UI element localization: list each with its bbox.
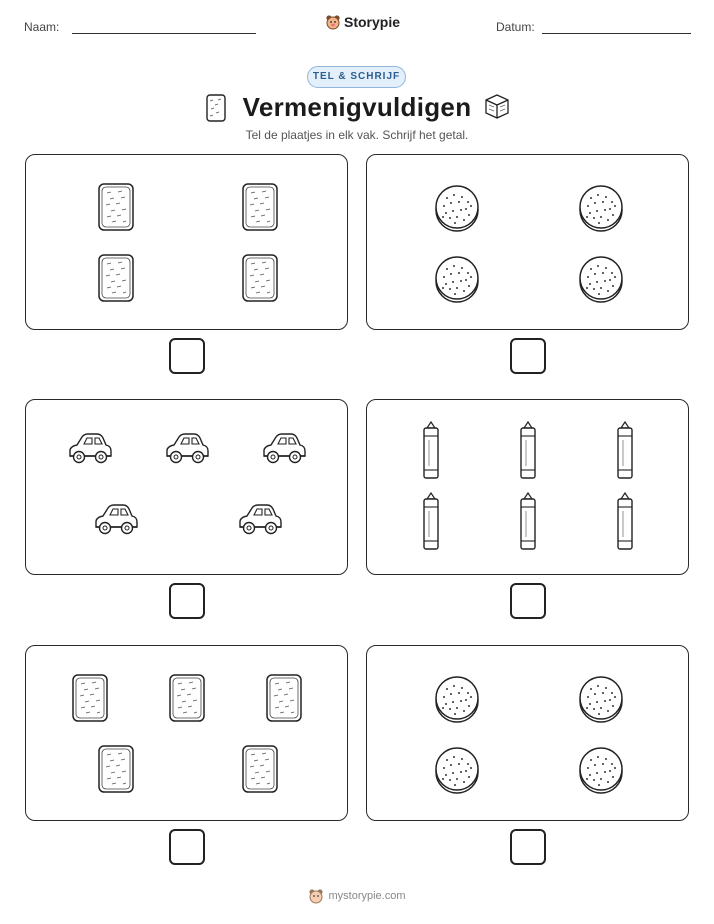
cookie-icon — [436, 748, 478, 793]
sponge-icon — [99, 184, 133, 230]
panel-illustration — [26, 400, 349, 576]
panel-illustration — [367, 400, 690, 576]
car-icon — [96, 505, 137, 534]
sponge-icon — [99, 746, 133, 792]
sponge-icon — [267, 675, 301, 721]
car-icon — [167, 434, 208, 463]
answer-box[interactable] — [169, 338, 205, 374]
crayon-icon — [618, 422, 632, 478]
car-icon — [70, 434, 111, 463]
cookie-icon — [580, 748, 622, 793]
cookie-icon — [436, 257, 478, 302]
footer-site: mystorypie.com — [328, 890, 406, 902]
cookie-icon — [580, 186, 622, 231]
sponge-icon — [243, 746, 277, 792]
cookie-icon — [436, 677, 478, 722]
sponge-icon — [243, 255, 277, 301]
box-icon — [482, 91, 512, 121]
sponge-icon — [170, 675, 204, 721]
sponge-icon — [73, 675, 107, 721]
instruction-text: Tel de plaatjes in elk vak. Schrijf het getal. — [245, 128, 469, 142]
brand-name: Storypie — [344, 14, 401, 30]
sponge-icon — [99, 255, 133, 301]
counting-panel — [25, 645, 348, 821]
answer-box[interactable] — [510, 829, 546, 865]
panel-illustration — [26, 646, 349, 822]
sponge-icon — [243, 184, 277, 230]
counting-panel — [366, 154, 689, 330]
panel-illustration — [367, 155, 690, 331]
cookie-icon — [580, 257, 622, 302]
name-label: Naam: — [24, 20, 60, 34]
crayon-icon — [521, 422, 535, 478]
cookie-icon — [436, 186, 478, 231]
date-label: Datum: — [496, 20, 535, 34]
car-icon — [264, 434, 305, 463]
page-title: Vermenigvuldigen — [242, 92, 472, 122]
category-badge: TEL & SCHRIJF — [307, 66, 406, 88]
crayon-icon — [521, 493, 535, 549]
counting-panel — [25, 399, 348, 575]
crayon-icon — [424, 422, 438, 478]
cookie-icon — [580, 677, 622, 722]
counting-panel — [366, 645, 689, 821]
counting-panel — [366, 399, 689, 575]
bear-icon — [325, 14, 341, 30]
crayon-icon — [424, 493, 438, 549]
name-field-line[interactable] — [72, 33, 256, 34]
bear-icon — [308, 888, 324, 904]
answer-box[interactable] — [510, 583, 546, 619]
car-icon — [240, 505, 281, 534]
panel-illustration — [26, 155, 349, 331]
counting-panel — [25, 154, 348, 330]
answer-box[interactable] — [510, 338, 546, 374]
footer — [0, 888, 714, 904]
answer-box[interactable] — [169, 583, 205, 619]
crayon-icon — [618, 493, 632, 549]
panel-illustration — [367, 646, 690, 822]
brand-logo — [325, 14, 400, 30]
date-field-line[interactable] — [542, 33, 691, 34]
answer-box[interactable] — [169, 829, 205, 865]
